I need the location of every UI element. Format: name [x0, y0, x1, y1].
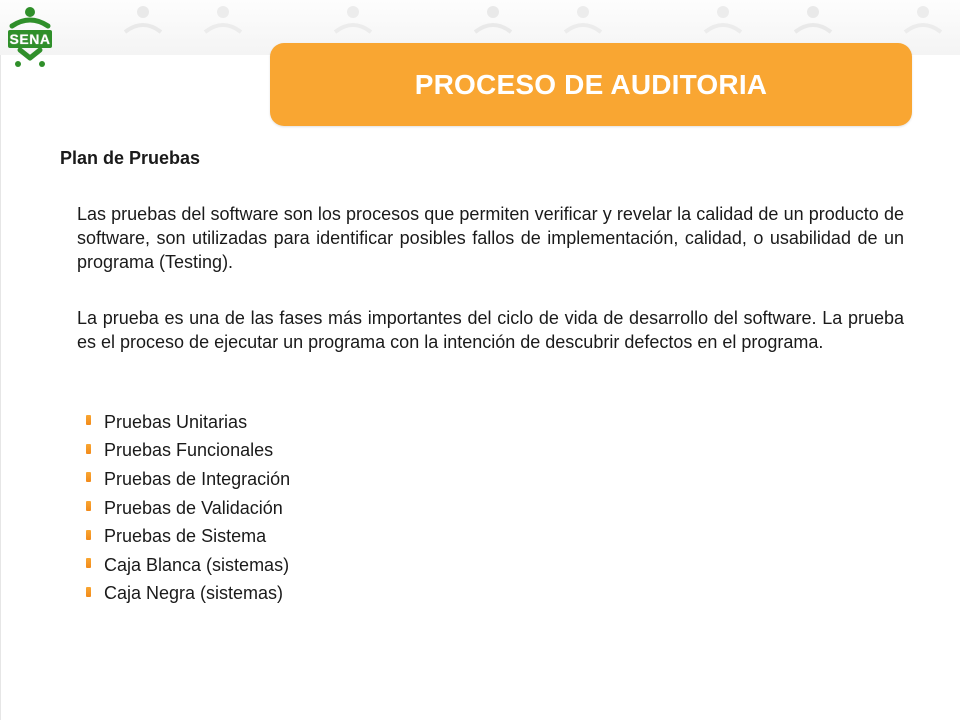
- section-heading: Plan de Pruebas: [60, 148, 201, 168]
- watermark-icon: [900, 2, 946, 48]
- bullet-icon: [86, 444, 91, 454]
- watermark-icon: [120, 2, 166, 48]
- body-paragraph-2: La prueba es una de las fases más importantes del ciclo de vida de desarrollo del software. La prueba es el proceso de ejecutar un programa con la intención de descubrir defectos en el programa.: [77, 308, 904, 352]
- bullet-icon: [86, 587, 91, 597]
- watermark-icon: [700, 2, 746, 48]
- list-item: [86, 522, 290, 551]
- bullet-icon: [86, 530, 91, 540]
- list-item: [86, 494, 290, 523]
- list-item-label: Pruebas de Integración: [104, 468, 291, 489]
- sena-logo: [8, 6, 78, 70]
- list-item: [86, 551, 290, 580]
- list-item-label: Caja Negra (sistemas): [104, 583, 284, 604]
- list-item: [86, 437, 290, 466]
- test-types-list: [86, 408, 290, 608]
- watermark-icon: [200, 2, 246, 48]
- list-item-label: Pruebas de Sistema: [104, 526, 267, 547]
- body-paragraph-1: Las pruebas del software son los procesos que permiten verificar y revelar la calidad de un producto de software, son utilizadas para identificar posibles fallos de implementación, calidad, o usabilidad de un programa (Testing).: [77, 204, 904, 272]
- list-item-label: Pruebas de Validación: [104, 497, 283, 518]
- list-item-label: Pruebas Funcionales: [104, 440, 274, 461]
- list-item: [86, 580, 290, 609]
- title-banner: [270, 43, 912, 126]
- list-item: [86, 465, 290, 494]
- list-item-label: Caja Blanca (sistemas): [104, 554, 290, 575]
- watermark-icon: [790, 2, 836, 48]
- page-title: PROCESO DE AUDITORIA: [414, 68, 768, 100]
- watermark-icon: [470, 2, 516, 48]
- bullet-icon: [86, 558, 91, 568]
- bullet-icon: [86, 472, 91, 482]
- watermark-icon: [330, 2, 376, 48]
- logo-text: SENA: [9, 31, 51, 47]
- bullet-icon: [86, 415, 91, 425]
- list-item: [86, 408, 290, 437]
- list-item-label: Pruebas Unitarias: [104, 411, 248, 432]
- bullet-icon: [86, 501, 91, 511]
- watermark-icon: [560, 2, 606, 48]
- slide-border: [0, 0, 1, 720]
